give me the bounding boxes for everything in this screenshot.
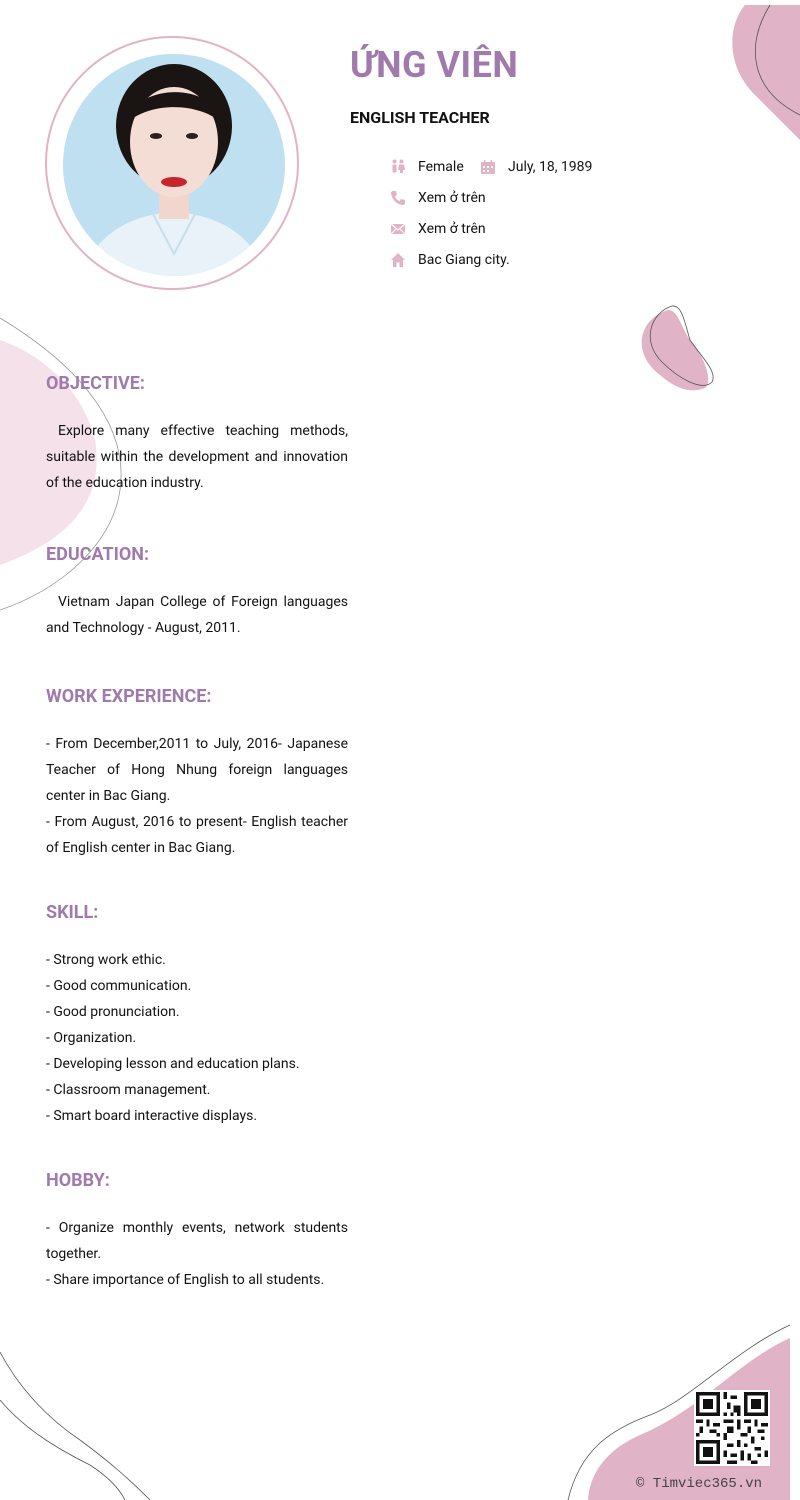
work-section [46, 685, 348, 861]
skill-item: - Developing lesson and education plans. [46, 1056, 300, 1072]
phone-row [390, 190, 486, 206]
hobby-item: - Share importance of English to all students. [46, 1272, 325, 1288]
education-text: Vietnam Japan College of Foreign languages and Technology - August, 2011. [46, 594, 348, 636]
watermark: © Timviec365.vn [636, 1476, 763, 1492]
hobby-title: HOBBY: [46, 1170, 110, 1191]
skill-item: - Good communication. [46, 978, 192, 994]
skill-item: - Smart board interactive displays. [46, 1108, 258, 1124]
gender-row [390, 159, 464, 175]
phone-value: Xem ở trên [418, 190, 486, 206]
objective-section [46, 372, 348, 496]
skill-item: - Strong work ethic. [46, 952, 166, 968]
skill-title: SKILL: [46, 902, 99, 923]
phone-icon [390, 190, 406, 206]
skill-item: - Good pronunciation. [46, 1004, 180, 1020]
skill-section [46, 901, 348, 1129]
email-value: Xem ở trên [418, 221, 486, 237]
calendar-icon [480, 159, 496, 175]
gender-icon [390, 159, 406, 175]
avatar [63, 54, 285, 276]
education-title: EDUCATION: [46, 544, 150, 565]
address-row [390, 252, 510, 268]
hobby-item: - Organize monthly events, network students together. [46, 1220, 348, 1262]
skill-item: - Classroom management. [46, 1082, 211, 1098]
gender-value: Female [418, 159, 464, 175]
objective-title: OBJECTIVE: [46, 373, 145, 394]
address-value: Bac Giang city. [418, 252, 510, 268]
qr-code-icon [694, 1390, 770, 1466]
home-icon [390, 252, 406, 268]
birthday-value: July, 18, 1989 [508, 159, 593, 175]
work-title: WORK EXPERIENCE: [46, 686, 212, 707]
work-item: - From August, 2016 to present- English teacher of English center in Bac Giang. [46, 814, 348, 856]
skill-item: - Organization. [46, 1030, 137, 1046]
email-row [390, 221, 486, 237]
work-item: - From December,2011 to July, 2016- Japanese Teacher of Hong Nhung foreign languages center in Bac Giang. [46, 736, 348, 804]
job-title: ENGLISH TEACHER [350, 108, 490, 127]
hobby-section [46, 1169, 348, 1293]
objective-text: Explore many effective teaching methods, suitable within the development and innovation of the education industry. [46, 423, 348, 491]
mail-icon [390, 221, 406, 237]
birthday-row [480, 159, 592, 175]
candidate-name: ỨNG VIÊN [350, 44, 519, 86]
education-section [46, 543, 348, 641]
